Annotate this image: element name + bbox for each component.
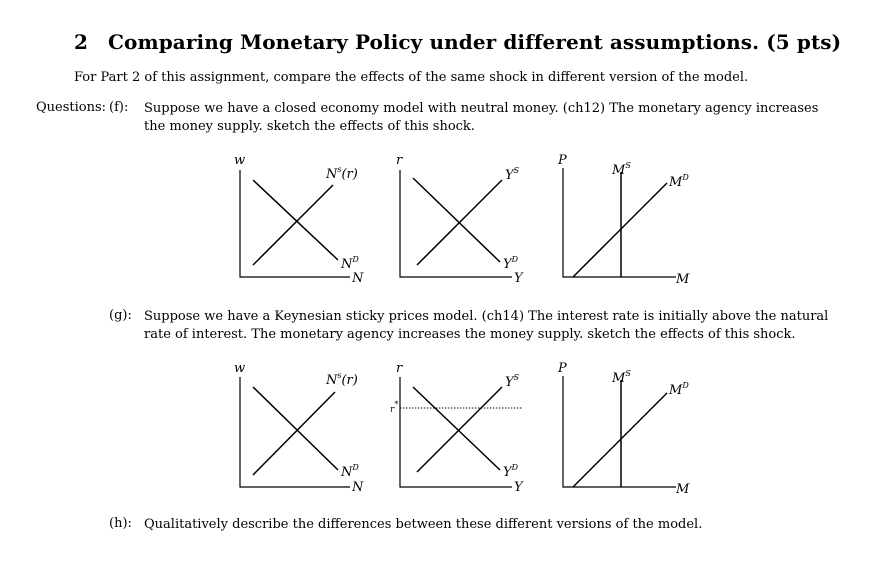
question-h-line1: Qualitatively describe the differences between these different versions of the model. xyxy=(144,517,703,532)
goods-demand-curve-f xyxy=(413,178,500,262)
goods-demand-label-g: $Y^D$ xyxy=(503,463,519,480)
goods-demand-curve-g xyxy=(413,387,500,470)
goods-supply-label-f: $Y^S$ xyxy=(505,166,520,183)
goods-y-axis-label-g: r xyxy=(396,361,403,376)
labor-y-axis-label-f: w xyxy=(234,153,246,168)
question-h-label: (h): xyxy=(109,516,132,531)
labor-x-axis-label-g: N xyxy=(352,480,364,495)
labor-demand-curve-g xyxy=(253,387,338,470)
question-g-line1: Suppose we have a Keynesian sticky prices model. (ch14) The interest rate is initially above the natural xyxy=(144,309,829,324)
money-demand-label-f: $M^D$ xyxy=(669,173,689,190)
goods-x-axis-label-g: Y xyxy=(514,480,523,495)
section-number: 2 xyxy=(74,30,89,54)
goods-x-axis-label-f: Y xyxy=(514,271,523,286)
goods-supply-label-g: $Y^S$ xyxy=(505,373,520,390)
goods-y-axis-label-f: r xyxy=(396,153,403,168)
money-axes-f xyxy=(563,168,676,277)
labor-supply-curve-f xyxy=(253,185,333,265)
money-y-axis-label-g: P xyxy=(558,361,567,376)
natural-rate-label: r* xyxy=(390,400,399,415)
section-title: Comparing Monetary Policy under different assumptions. (5 pts) xyxy=(108,30,842,54)
intro-text: For Part 2 of this assignment, compare the effects of the same shock in different version of the model. xyxy=(74,70,749,85)
labor-y-axis-label-g: w xyxy=(234,361,246,376)
money-y-axis-label-f: P xyxy=(558,153,567,168)
money-x-axis-label-f: M xyxy=(676,272,690,287)
money-axes-g xyxy=(563,376,676,487)
money-supply-label-g: $M^S$ xyxy=(612,369,631,386)
question-g-line2: rate of interest. The monetary agency increases the money supply. sketch the effects of this shock. xyxy=(144,327,796,342)
labor-supply-label-g: $N^s(r)$ xyxy=(326,371,358,388)
money-demand-curve-f xyxy=(573,183,667,277)
money-demand-label-g: $M^D$ xyxy=(669,381,689,398)
questions-label: Questions: xyxy=(36,100,107,115)
money-demand-curve-g xyxy=(573,393,667,487)
labor-demand-label-g: $N^D$ xyxy=(341,463,359,480)
goods-demand-label-f: $Y^D$ xyxy=(503,255,519,272)
question-f-line1: Suppose we have a closed economy model with neutral money. (ch12) The monetary agency increases xyxy=(144,101,819,116)
labor-demand-label-f: $N^D$ xyxy=(341,255,359,272)
labor-supply-label-f: $N^s(r)$ xyxy=(326,165,358,182)
question-f-line2: the money supply. sketch the effects of this shock. xyxy=(144,119,475,134)
money-x-axis-label-g: M xyxy=(676,482,690,497)
money-supply-label-f: $M^S$ xyxy=(612,161,631,178)
question-f-label: (f): xyxy=(109,100,129,115)
labor-supply-curve-g xyxy=(253,392,335,475)
labor-x-axis-label-f: N xyxy=(352,271,364,286)
question-g-label: (g): xyxy=(109,308,132,323)
